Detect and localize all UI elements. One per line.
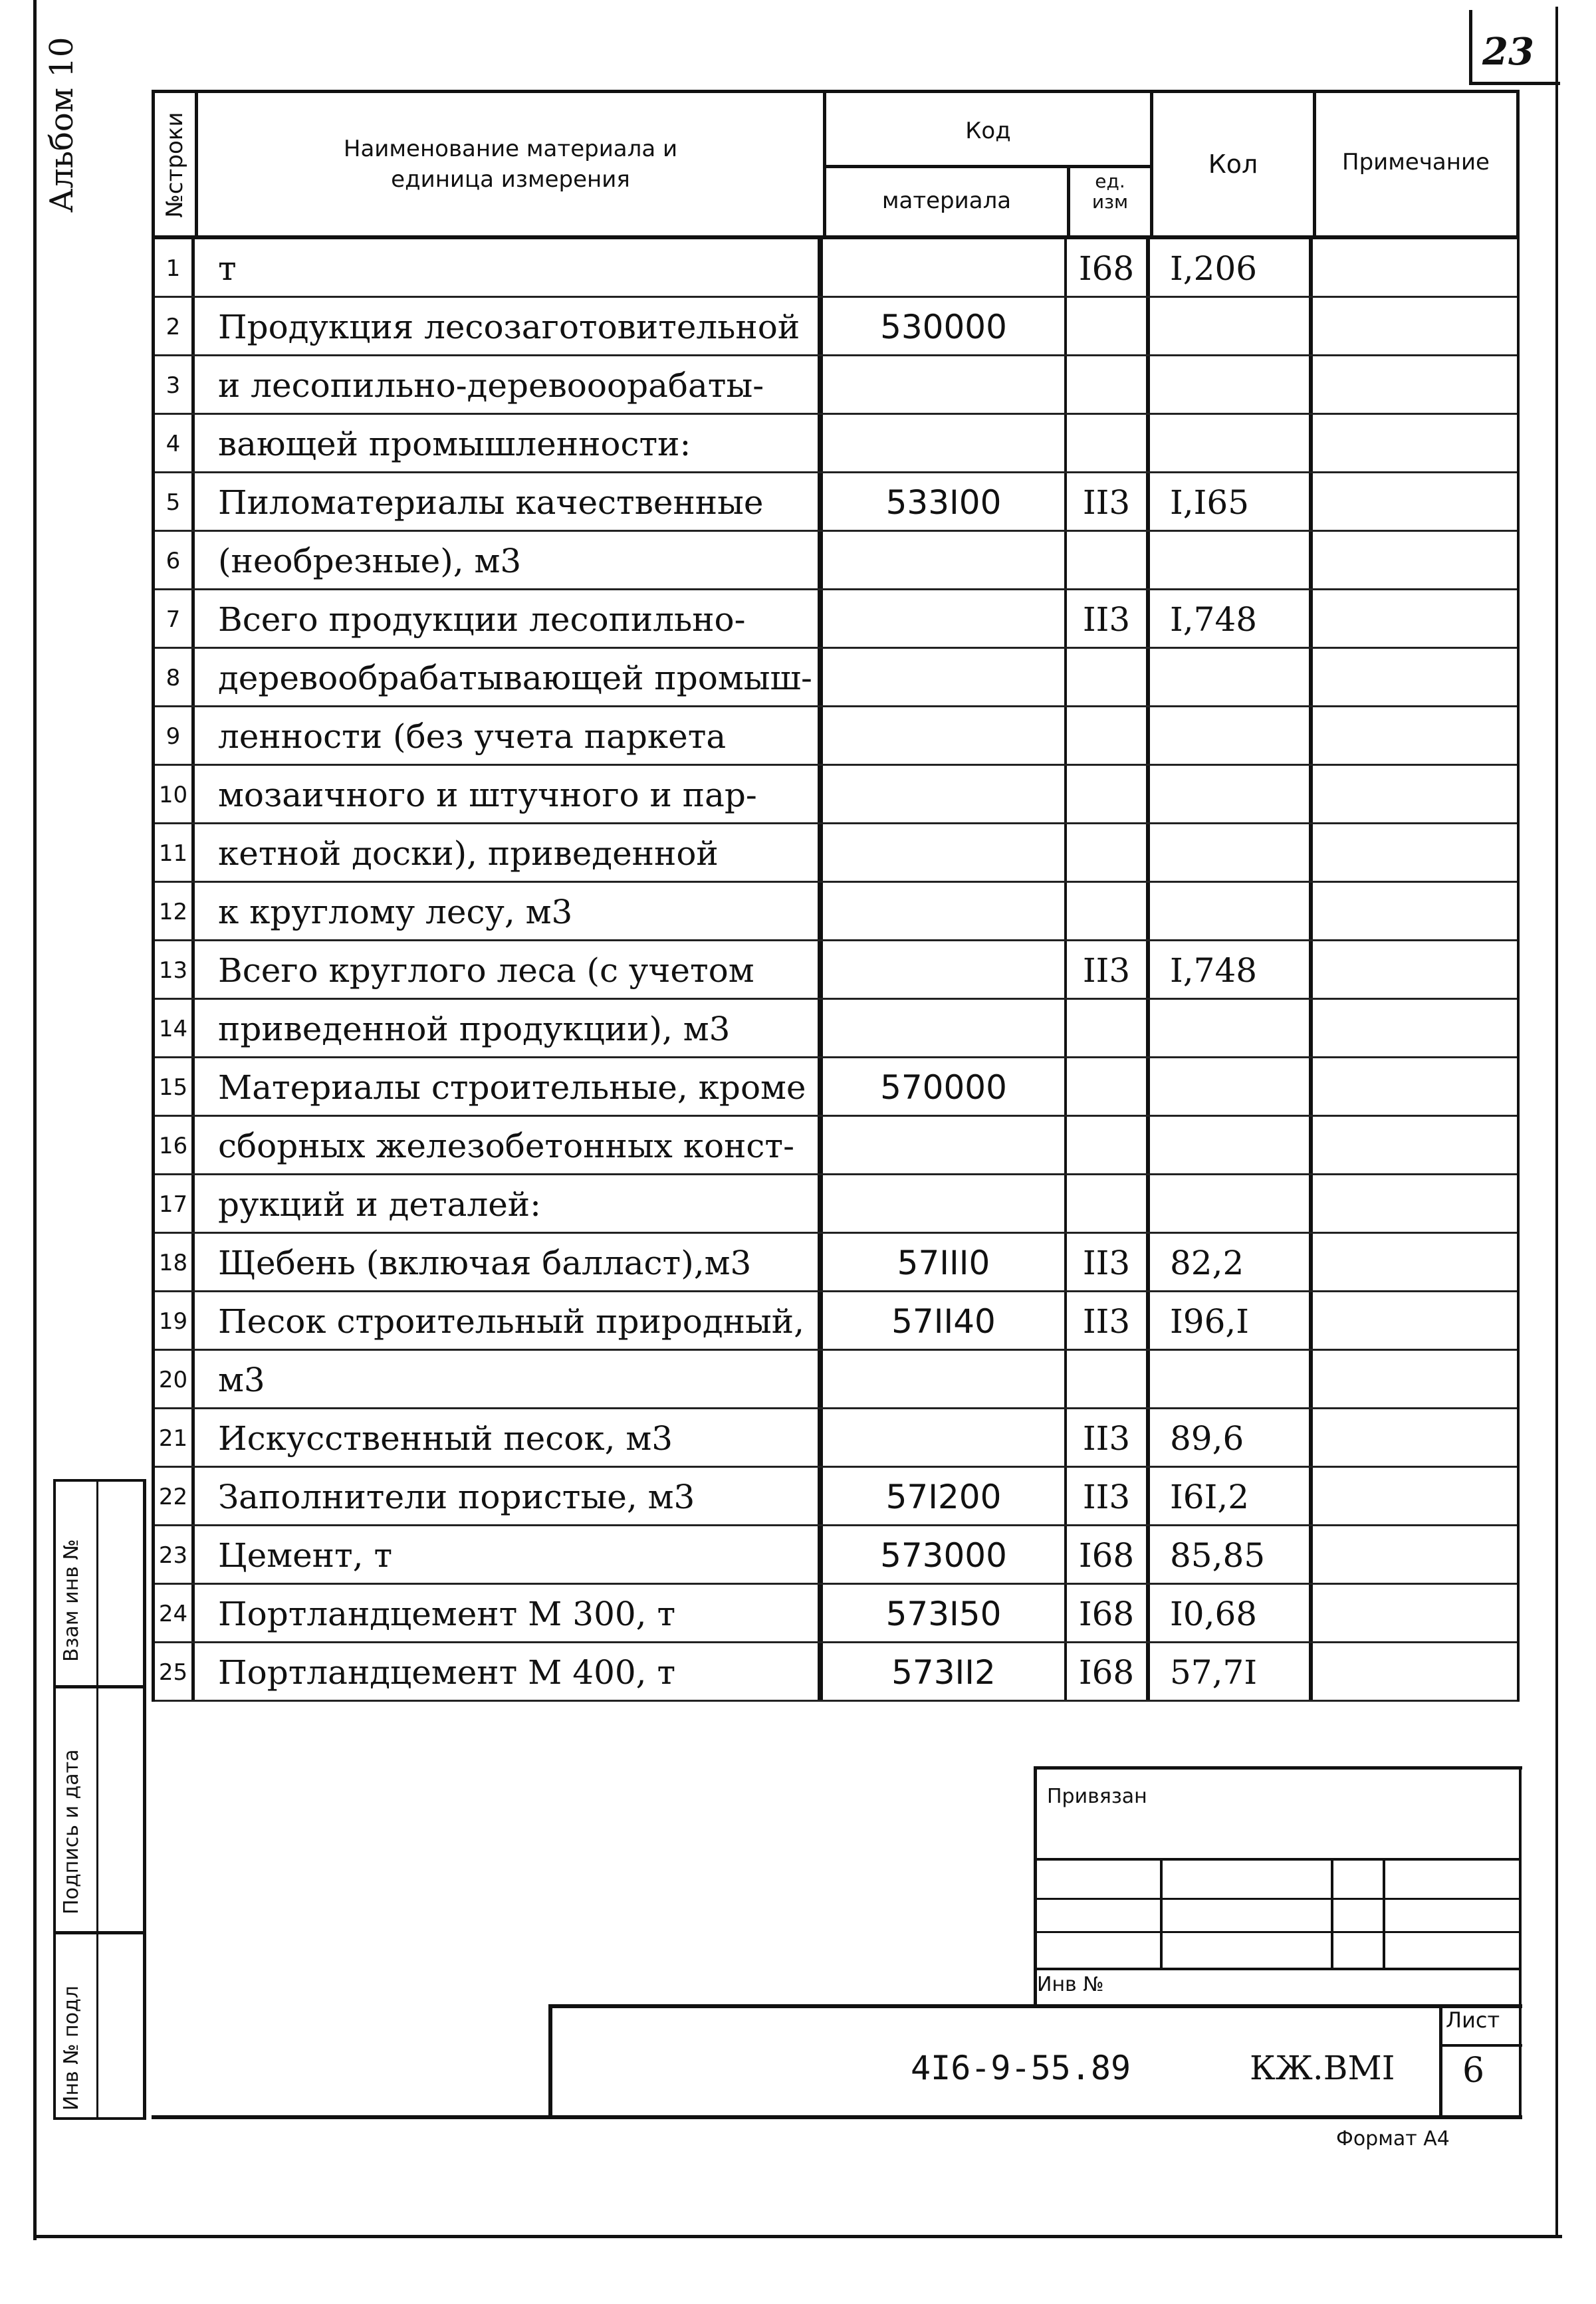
quantity-cell: 82,2 xyxy=(1150,1234,1313,1292)
stamp-line xyxy=(1037,1931,1519,1933)
note-cell xyxy=(1313,298,1517,356)
quantity-cell xyxy=(1150,883,1313,941)
quantity-cell xyxy=(1150,649,1313,707)
unit-code-cell xyxy=(1067,415,1150,473)
material-name-cell: деревообрабатывающей промыш- xyxy=(195,649,823,707)
quantity-cell xyxy=(1150,415,1313,473)
table-row xyxy=(152,649,1520,707)
quantity-cell: I96,I xyxy=(1150,1292,1313,1351)
material-name-cell: Заполнители пористые, м3 xyxy=(195,1468,823,1526)
row-number-cell: 25 xyxy=(155,1643,195,1702)
note-cell xyxy=(1313,590,1517,649)
material-name-cell: мозаичного и штучного и пар- xyxy=(195,766,823,824)
note-cell xyxy=(1313,1351,1517,1409)
row-number-cell: 5 xyxy=(155,473,195,532)
materials-table xyxy=(152,90,1520,1702)
margin-replace-inv-label: Взам инв № xyxy=(60,1539,83,1662)
quantity-cell: 57,7I xyxy=(1150,1643,1313,1702)
unit-code-cell xyxy=(1067,1351,1150,1409)
table-row xyxy=(152,1234,1520,1292)
sheet-box-line xyxy=(1439,2004,1442,2119)
quantity-cell xyxy=(1150,1117,1313,1175)
material-name-cell: м3 xyxy=(195,1351,823,1409)
material-code-cell: 57I200 xyxy=(823,1468,1067,1526)
quantity-cell: I,748 xyxy=(1150,941,1313,1000)
row-number-cell: 3 xyxy=(155,356,195,415)
header-note: Примечание xyxy=(1342,149,1490,175)
material-code-cell xyxy=(823,883,1067,941)
unit-code-cell xyxy=(1067,824,1150,883)
margin-original-inv-label: Инв № подл xyxy=(60,1986,83,2111)
row-number-cell: 7 xyxy=(155,590,195,649)
header-row-number xyxy=(155,93,195,236)
note-cell xyxy=(1313,941,1517,1000)
material-code-cell: 533I00 xyxy=(823,473,1067,532)
material-code-cell: 57II40 xyxy=(823,1292,1067,1351)
quantity-cell: I,206 xyxy=(1150,239,1313,298)
margin-signature-date-label: Подпись и дата xyxy=(60,1749,83,1914)
quantity-cell: 85,85 xyxy=(1150,1526,1313,1585)
material-name-cell: Цемент, т xyxy=(195,1526,823,1585)
page-number: 23 xyxy=(1482,30,1534,74)
row-number-cell: 6 xyxy=(155,532,195,590)
material-name-cell: рукций и деталей: xyxy=(195,1175,823,1234)
material-code-cell: 570000 xyxy=(823,1058,1067,1117)
frame-left-line xyxy=(33,0,37,2240)
material-name-cell: Портландцемент М 400, т xyxy=(195,1643,823,1702)
stamp-line xyxy=(1037,1898,1519,1900)
stamp-line xyxy=(1160,1858,1163,1970)
quantity-cell: 89,6 xyxy=(1150,1409,1313,1468)
material-name-cell: Продукция лесозаготовительной xyxy=(195,298,823,356)
material-name-cell: сборных железобетонных конст- xyxy=(195,1117,823,1175)
table-row xyxy=(152,883,1520,941)
material-code-cell: 573II2 xyxy=(823,1643,1067,1702)
unit-code-cell xyxy=(1067,298,1150,356)
material-code-cell xyxy=(823,1000,1067,1058)
material-code-cell xyxy=(823,532,1067,590)
header-qty: Кол xyxy=(1208,150,1258,179)
row-number-cell: 15 xyxy=(155,1058,195,1117)
material-name-cell: ленности (без учета паркета xyxy=(195,707,823,766)
note-cell xyxy=(1313,1292,1517,1351)
material-name-cell: Щебень (включая балласт),м3 xyxy=(195,1234,823,1292)
row-number-cell: 12 xyxy=(155,883,195,941)
row-number-cell: 24 xyxy=(155,1585,195,1643)
row-number-cell: 1 xyxy=(155,239,195,298)
material-name-cell: и лесопильно-деревооорабаты- xyxy=(195,356,823,415)
header-code-group: Код xyxy=(965,118,1011,144)
table-row xyxy=(152,1000,1520,1058)
quantity-cell xyxy=(1150,707,1313,766)
table-row xyxy=(152,590,1520,649)
stamp-line xyxy=(1034,1766,1522,1770)
material-name-cell: Всего продукции лесопильно- xyxy=(195,590,823,649)
quantity-cell: I6I,2 xyxy=(1150,1468,1313,1526)
document-number: 4I6-9-55.89 xyxy=(911,2049,1131,2087)
material-code-cell: 57III0 xyxy=(823,1234,1067,1292)
note-cell xyxy=(1313,1409,1517,1468)
material-name-cell: к круглому лесу, м3 xyxy=(195,883,823,941)
material-code-cell xyxy=(823,766,1067,824)
material-code-cell xyxy=(823,1409,1067,1468)
row-number-cell: 21 xyxy=(155,1409,195,1468)
note-cell xyxy=(1313,707,1517,766)
table-row xyxy=(152,1292,1520,1351)
note-cell xyxy=(1313,1058,1517,1117)
quantity-cell xyxy=(1150,824,1313,883)
table-row xyxy=(152,1468,1520,1526)
material-name-cell: (необрезные), м3 xyxy=(195,532,823,590)
quantity-cell xyxy=(1150,356,1313,415)
unit-code-cell: II3 xyxy=(1067,1468,1150,1526)
quantity-cell: I0,68 xyxy=(1150,1585,1313,1643)
margin-stamp-line xyxy=(53,1479,146,1482)
material-code-cell xyxy=(823,1117,1067,1175)
unit-code-cell xyxy=(1067,1117,1150,1175)
header-code-divider xyxy=(823,165,1150,168)
note-cell xyxy=(1313,1000,1517,1058)
table-row xyxy=(152,356,1520,415)
material-code-cell xyxy=(823,1175,1067,1234)
row-number-cell: 11 xyxy=(155,824,195,883)
unit-code-cell xyxy=(1067,532,1150,590)
sheet-number: 6 xyxy=(1462,2051,1485,2091)
table-row xyxy=(152,1058,1520,1117)
title-block-line xyxy=(548,2004,1522,2008)
note-cell xyxy=(1313,1175,1517,1234)
unit-code-cell xyxy=(1067,1058,1150,1117)
unit-code-cell xyxy=(1067,766,1150,824)
note-cell xyxy=(1313,1585,1517,1643)
table-row xyxy=(152,415,1520,473)
note-cell xyxy=(1313,1468,1517,1526)
note-cell xyxy=(1313,1117,1517,1175)
note-cell xyxy=(1313,532,1517,590)
quantity-cell xyxy=(1150,1175,1313,1234)
unit-code-cell xyxy=(1067,356,1150,415)
quantity-cell xyxy=(1150,1351,1313,1409)
frame-right-line xyxy=(1555,7,1558,2238)
note-cell xyxy=(1313,1234,1517,1292)
table-row xyxy=(152,298,1520,356)
margin-stamp-line xyxy=(53,1931,146,1934)
album-label: Альбом 10 xyxy=(43,37,80,213)
document-code: КЖ.ВМI xyxy=(1250,2049,1395,2087)
table-row xyxy=(152,941,1520,1000)
format-label: Формат А4 xyxy=(1336,2127,1450,2150)
header-code-material: материала xyxy=(881,187,1012,214)
table-body xyxy=(152,239,1520,1702)
header-name: Наименование материала и единица измерения xyxy=(343,136,678,193)
note-cell xyxy=(1313,415,1517,473)
unit-code-cell: II3 xyxy=(1067,1234,1150,1292)
material-code-cell xyxy=(823,415,1067,473)
margin-stamp-line xyxy=(96,1479,98,2119)
material-name-cell: Портландцемент М 300, т xyxy=(195,1585,823,1643)
unit-code-cell: II3 xyxy=(1067,1409,1150,1468)
material-code-cell: 530000 xyxy=(823,298,1067,356)
table-row xyxy=(152,1409,1520,1468)
stamp-line xyxy=(1037,1858,1519,1861)
unit-code-cell xyxy=(1067,1175,1150,1234)
margin-stamp-line xyxy=(53,1685,146,1688)
quantity-cell xyxy=(1150,298,1313,356)
table-row xyxy=(152,473,1520,532)
row-number-cell: 20 xyxy=(155,1351,195,1409)
unit-code-cell: II3 xyxy=(1067,941,1150,1000)
unit-code-cell: I68 xyxy=(1067,1526,1150,1585)
table-row xyxy=(152,1175,1520,1234)
material-name-cell: вающей промышленности: xyxy=(195,415,823,473)
unit-code-cell xyxy=(1067,649,1150,707)
unit-code-cell: I68 xyxy=(1067,1643,1150,1702)
material-name-cell: кетной доски), приведенной xyxy=(195,824,823,883)
margin-stamp-line xyxy=(143,1479,146,2119)
note-cell xyxy=(1313,239,1517,298)
material-name-cell: Песок строительный природный, xyxy=(195,1292,823,1351)
material-name-cell: приведенной продукции), м3 xyxy=(195,1000,823,1058)
note-cell xyxy=(1313,1526,1517,1585)
table-row xyxy=(152,824,1520,883)
note-cell xyxy=(1313,883,1517,941)
stamp-inv-no-label: Инв № xyxy=(1037,1973,1104,1996)
table-row xyxy=(152,707,1520,766)
quantity-cell: I,I65 xyxy=(1150,473,1313,532)
sheet-label: Лист xyxy=(1446,2008,1500,2033)
material-code-cell xyxy=(823,590,1067,649)
row-number-cell: 13 xyxy=(155,941,195,1000)
row-number-cell: 18 xyxy=(155,1234,195,1292)
stamp-line xyxy=(1383,1858,1385,1970)
row-number-cell: 23 xyxy=(155,1526,195,1585)
row-number-cell: 9 xyxy=(155,707,195,766)
sheet-box-line xyxy=(1439,2044,1522,2047)
table-row xyxy=(152,1643,1520,1702)
row-number-cell: 2 xyxy=(155,298,195,356)
quantity-cell xyxy=(1150,1058,1313,1117)
note-cell xyxy=(1313,649,1517,707)
material-name-cell: Искусственный песок, м3 xyxy=(195,1409,823,1468)
table-row xyxy=(152,1526,1520,1585)
title-block-line xyxy=(152,2115,1522,2119)
table-row xyxy=(152,1351,1520,1409)
note-cell xyxy=(1313,766,1517,824)
row-number-cell: 17 xyxy=(155,1175,195,1234)
stamp-line xyxy=(1519,1766,1522,2119)
material-code-cell: 573000 xyxy=(823,1526,1067,1585)
note-cell xyxy=(1313,824,1517,883)
stamp-line xyxy=(1331,1858,1333,1970)
table-row xyxy=(152,1585,1520,1643)
unit-code-cell: I68 xyxy=(1067,239,1150,298)
header-row-number-label: №строки xyxy=(162,112,188,217)
unit-code-cell: II3 xyxy=(1067,590,1150,649)
material-code-cell xyxy=(823,1351,1067,1409)
material-code-cell xyxy=(823,356,1067,415)
stamp-privyazan-label: Привязан xyxy=(1047,1785,1147,1808)
material-name-cell: т xyxy=(195,239,823,298)
unit-code-cell xyxy=(1067,707,1150,766)
material-code-cell xyxy=(823,941,1067,1000)
material-name-cell: Всего круглого леса (с учетом xyxy=(195,941,823,1000)
row-number-cell: 19 xyxy=(155,1292,195,1351)
row-number-cell: 8 xyxy=(155,649,195,707)
unit-code-cell xyxy=(1067,883,1150,941)
material-code-cell xyxy=(823,239,1067,298)
row-number-cell: 4 xyxy=(155,415,195,473)
row-number-cell: 10 xyxy=(155,766,195,824)
table-row xyxy=(152,1117,1520,1175)
margin-stamp-line xyxy=(53,2117,146,2120)
unit-code-cell: I68 xyxy=(1067,1585,1150,1643)
note-cell xyxy=(1313,1643,1517,1702)
row-number-cell: 22 xyxy=(155,1468,195,1526)
table-row xyxy=(152,532,1520,590)
unit-code-cell: II3 xyxy=(1067,1292,1150,1351)
row-number-cell: 16 xyxy=(155,1117,195,1175)
header-code-unit: ед. изм xyxy=(1091,170,1129,213)
row-number-cell: 14 xyxy=(155,1000,195,1058)
table-row xyxy=(152,239,1520,298)
material-code-cell xyxy=(823,649,1067,707)
material-code-cell xyxy=(823,824,1067,883)
table-header xyxy=(152,90,1520,239)
unit-code-cell xyxy=(1067,1000,1150,1058)
material-name-cell: Материалы строительные, кроме xyxy=(195,1058,823,1117)
material-code-cell xyxy=(823,707,1067,766)
margin-stamp-line xyxy=(53,1479,56,2119)
note-cell xyxy=(1313,356,1517,415)
frame-bottom-line xyxy=(33,2235,1562,2238)
quantity-cell xyxy=(1150,532,1313,590)
quantity-cell xyxy=(1150,1000,1313,1058)
unit-code-cell: II3 xyxy=(1067,473,1150,532)
material-code-cell: 573I50 xyxy=(823,1585,1067,1643)
table-row xyxy=(152,766,1520,824)
quantity-cell: I,748 xyxy=(1150,590,1313,649)
title-block-line xyxy=(548,2004,552,2119)
note-cell xyxy=(1313,473,1517,532)
material-name-cell: Пиломатериалы качественные xyxy=(195,473,823,532)
quantity-cell xyxy=(1150,766,1313,824)
stamp-line xyxy=(1037,1968,1519,1970)
